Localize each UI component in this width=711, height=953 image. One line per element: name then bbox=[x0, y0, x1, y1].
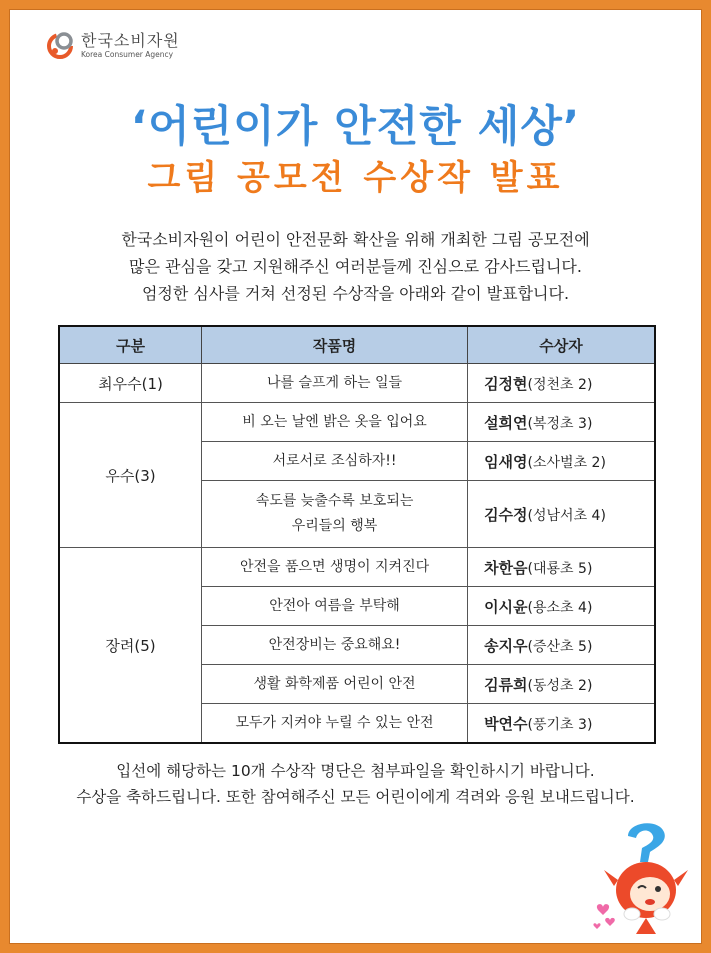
winner-school: (풍기초 3) bbox=[527, 716, 593, 733]
winner bbox=[468, 704, 655, 744]
winner-name: 이시윤 bbox=[484, 597, 528, 616]
outro-line: 입선에 해당하는 10개 수상작 명단은 첨부파일을 확인하시기 바랍니다. bbox=[116, 762, 595, 780]
winner-name: 차한음 bbox=[484, 558, 528, 577]
work-title: 안전을 품으면 생명이 지켜진다 bbox=[202, 548, 468, 587]
work-title: 모두가 지켜야 누릴 수 있는 안전 bbox=[202, 704, 468, 744]
category-grand-prize: 최우수(1) bbox=[59, 364, 202, 403]
intro-line: 한국소비자원이 어린이 안전문화 확산을 위해 개최한 그림 공모전에 bbox=[121, 230, 590, 249]
winner-name: 박연수 bbox=[484, 714, 528, 733]
logo-name-en: Korea Consumer Agency bbox=[81, 49, 174, 59]
outro-text bbox=[0, 758, 711, 810]
intro-line: 엄정한 심사를 거쳐 선정된 수상작을 아래와 같이 발표합니다. bbox=[141, 284, 570, 303]
header-work: 작품명 bbox=[202, 326, 468, 364]
category-excellence: 우수(3) bbox=[59, 403, 202, 548]
winner bbox=[468, 481, 655, 548]
page-subtitle: 그림 공모전 수상작 발표 bbox=[147, 158, 564, 198]
winner-name: 김수정 bbox=[484, 505, 528, 524]
consumer-agency-logo-icon bbox=[46, 30, 76, 60]
winner-name: 설희연 bbox=[484, 413, 528, 432]
table-row bbox=[59, 403, 655, 442]
work-title: 나를 슬프게 하는 일들 bbox=[202, 364, 468, 403]
winner bbox=[468, 442, 655, 481]
winner bbox=[468, 626, 655, 665]
work-title: 안전아 여름을 부탁해 bbox=[202, 587, 468, 626]
winner-name: 김정현 bbox=[484, 374, 528, 393]
work-title bbox=[202, 481, 468, 548]
winner-school: (용소초 4) bbox=[527, 599, 593, 616]
header-winner: 수상자 bbox=[468, 326, 655, 364]
table-row bbox=[59, 548, 655, 587]
intro-text bbox=[0, 226, 711, 307]
winner-school: (복정초 3) bbox=[527, 415, 593, 432]
page-title: ‘어린이가 안전한 세상’ bbox=[130, 102, 581, 152]
winner-name: 임새영 bbox=[484, 452, 528, 471]
winner bbox=[468, 548, 655, 587]
winner-school: (정천초 2) bbox=[527, 376, 593, 393]
winner-school: (동성초 2) bbox=[527, 677, 593, 694]
outro-line: 수상을 축하드립니다. 또한 참여해주신 모든 어린이에게 격려와 응원 보내드립니다. bbox=[76, 788, 635, 806]
work-title: 안전장비는 중요해요! bbox=[202, 626, 468, 665]
winner bbox=[468, 364, 655, 403]
winner bbox=[468, 587, 655, 626]
mascot-character-icon bbox=[588, 818, 694, 938]
logo-name-kr: 한국소비자원 bbox=[81, 30, 180, 50]
table-header-row bbox=[59, 326, 655, 364]
winner-name: 송지우 bbox=[484, 636, 528, 655]
awards-table bbox=[58, 325, 656, 744]
work-title: 비 오는 날엔 밝은 옷을 입어요 bbox=[202, 403, 468, 442]
intro-line: 많은 관심을 갖고 지원해주신 여러분들께 진심으로 감사드립니다. bbox=[129, 257, 582, 276]
header-category: 구분 bbox=[59, 326, 202, 364]
work-title-line: 속도를 늦출수록 보호되는 bbox=[255, 493, 414, 509]
category-encouragement: 장려(5) bbox=[59, 548, 202, 744]
winner bbox=[468, 403, 655, 442]
work-title-line: 우리들의 행복 bbox=[291, 518, 378, 534]
winner bbox=[468, 665, 655, 704]
winner-school: (소사벌초 2) bbox=[527, 454, 606, 471]
winner-school: (증산초 5) bbox=[527, 638, 593, 655]
winner-name: 김류희 bbox=[484, 675, 528, 694]
winner-school: (성남서초 4) bbox=[527, 507, 606, 524]
table-row bbox=[59, 364, 655, 403]
logo bbox=[46, 30, 180, 60]
work-title: 서로서로 조심하자!! bbox=[202, 442, 468, 481]
winner-school: (대룡초 5) bbox=[527, 560, 593, 577]
work-title: 생활 화학제품 어린이 안전 bbox=[202, 665, 468, 704]
